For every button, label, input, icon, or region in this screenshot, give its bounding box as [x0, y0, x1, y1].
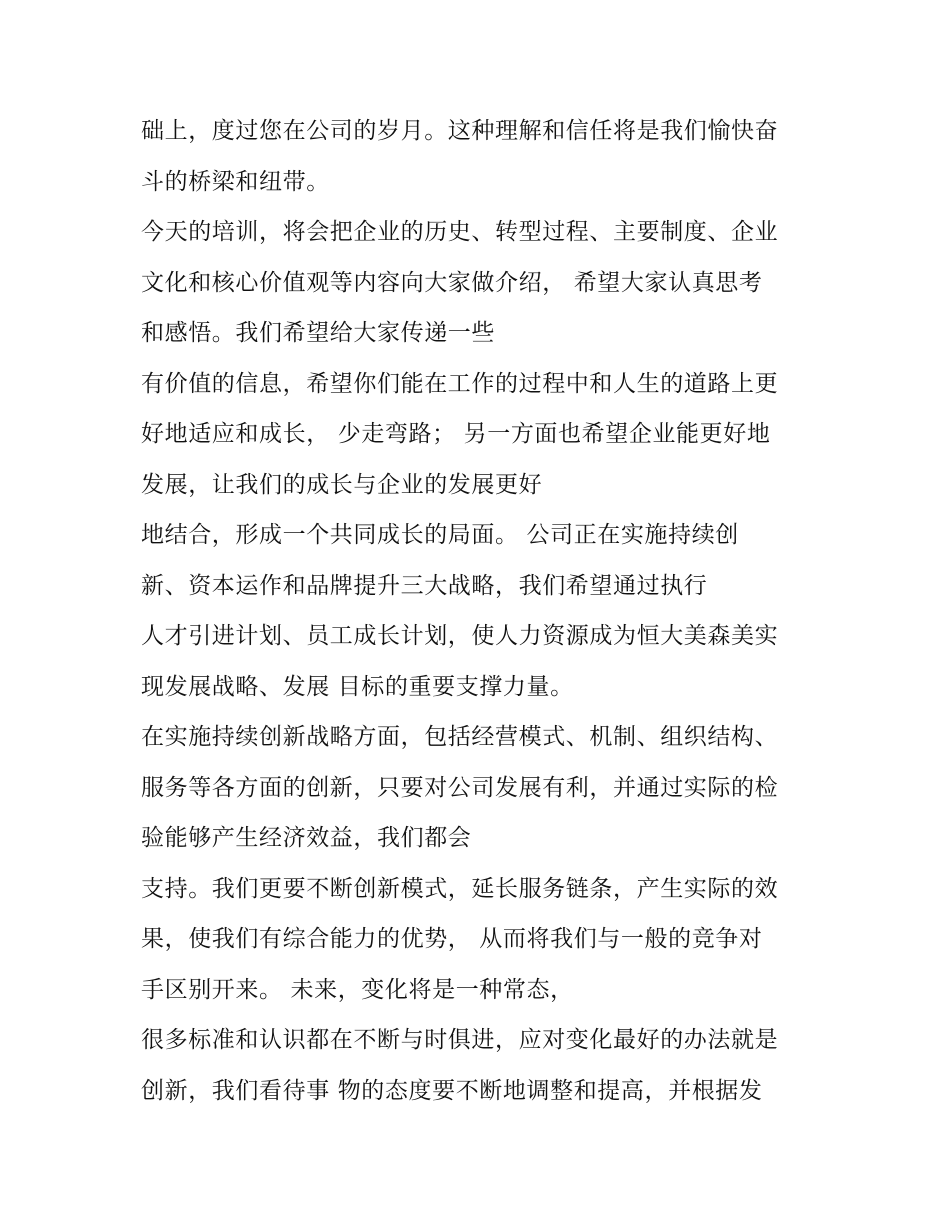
text-line: 人才引进计划、员工成长计划，使人力资源成为恒大美森美实	[141, 623, 779, 649]
document-body	[141, 106, 841, 1116]
text-line: 和感悟。我们希望给大家传递一些	[141, 320, 495, 346]
text-line: 新、资本运作和品牌提升三大战略，我们希望通过执行	[141, 572, 708, 599]
text-line: 在实施持续创新战略方面，包括经营模式、机制、组织结构、	[141, 724, 779, 750]
text-line: 础上，度过您在公司的岁月。这种理解和信任将是我们愉快奋	[141, 118, 779, 144]
text-line: 地结合，形成一个共同成长的局面。 公司正在实施持续创	[141, 522, 739, 548]
text-line: 果，使我们有综合能力的优势， 从而将我们与一般的竞争对	[141, 926, 763, 952]
text-line: 发展，让我们的成长与企业的发展更好	[141, 471, 543, 498]
text-line: 很多标准和认识都在不断与时俱进，应对变化最好的办法就是	[141, 1027, 779, 1053]
text-line: 有价值的信息，希望你们能在工作的过程中和人生的道路上更	[141, 370, 779, 397]
text-line: 今天的培训，将会把企业的历史、转型过程、主要制度、企业	[141, 219, 779, 245]
text-line: 好地适应和成长， 少走弯路； 另一方面也希望企业能更好地	[141, 421, 771, 447]
text-line: 支持。我们更要不断创新模式，延长服务链条，产生实际的效	[141, 875, 779, 902]
text-line: 服务等各方面的创新，只要对公司发展有利，并通过实际的检	[141, 774, 779, 801]
text-line: 创新，我们看待事 物的态度要不断地调整和提高，并根据发	[141, 1077, 763, 1104]
text-line: 文化和核心价值观等内容向大家做介绍， 希望大家认真思考	[141, 269, 763, 296]
text-line: 验能够产生经济效益，我们都会	[141, 825, 472, 851]
text-line: 现发展战略、发展 目标的重要支撑力量。	[141, 673, 574, 700]
text-line: 手区别开来。 未来，变化将是一种常态，	[141, 976, 574, 1003]
text-line: 斗的桥梁和纽带。	[141, 168, 330, 195]
